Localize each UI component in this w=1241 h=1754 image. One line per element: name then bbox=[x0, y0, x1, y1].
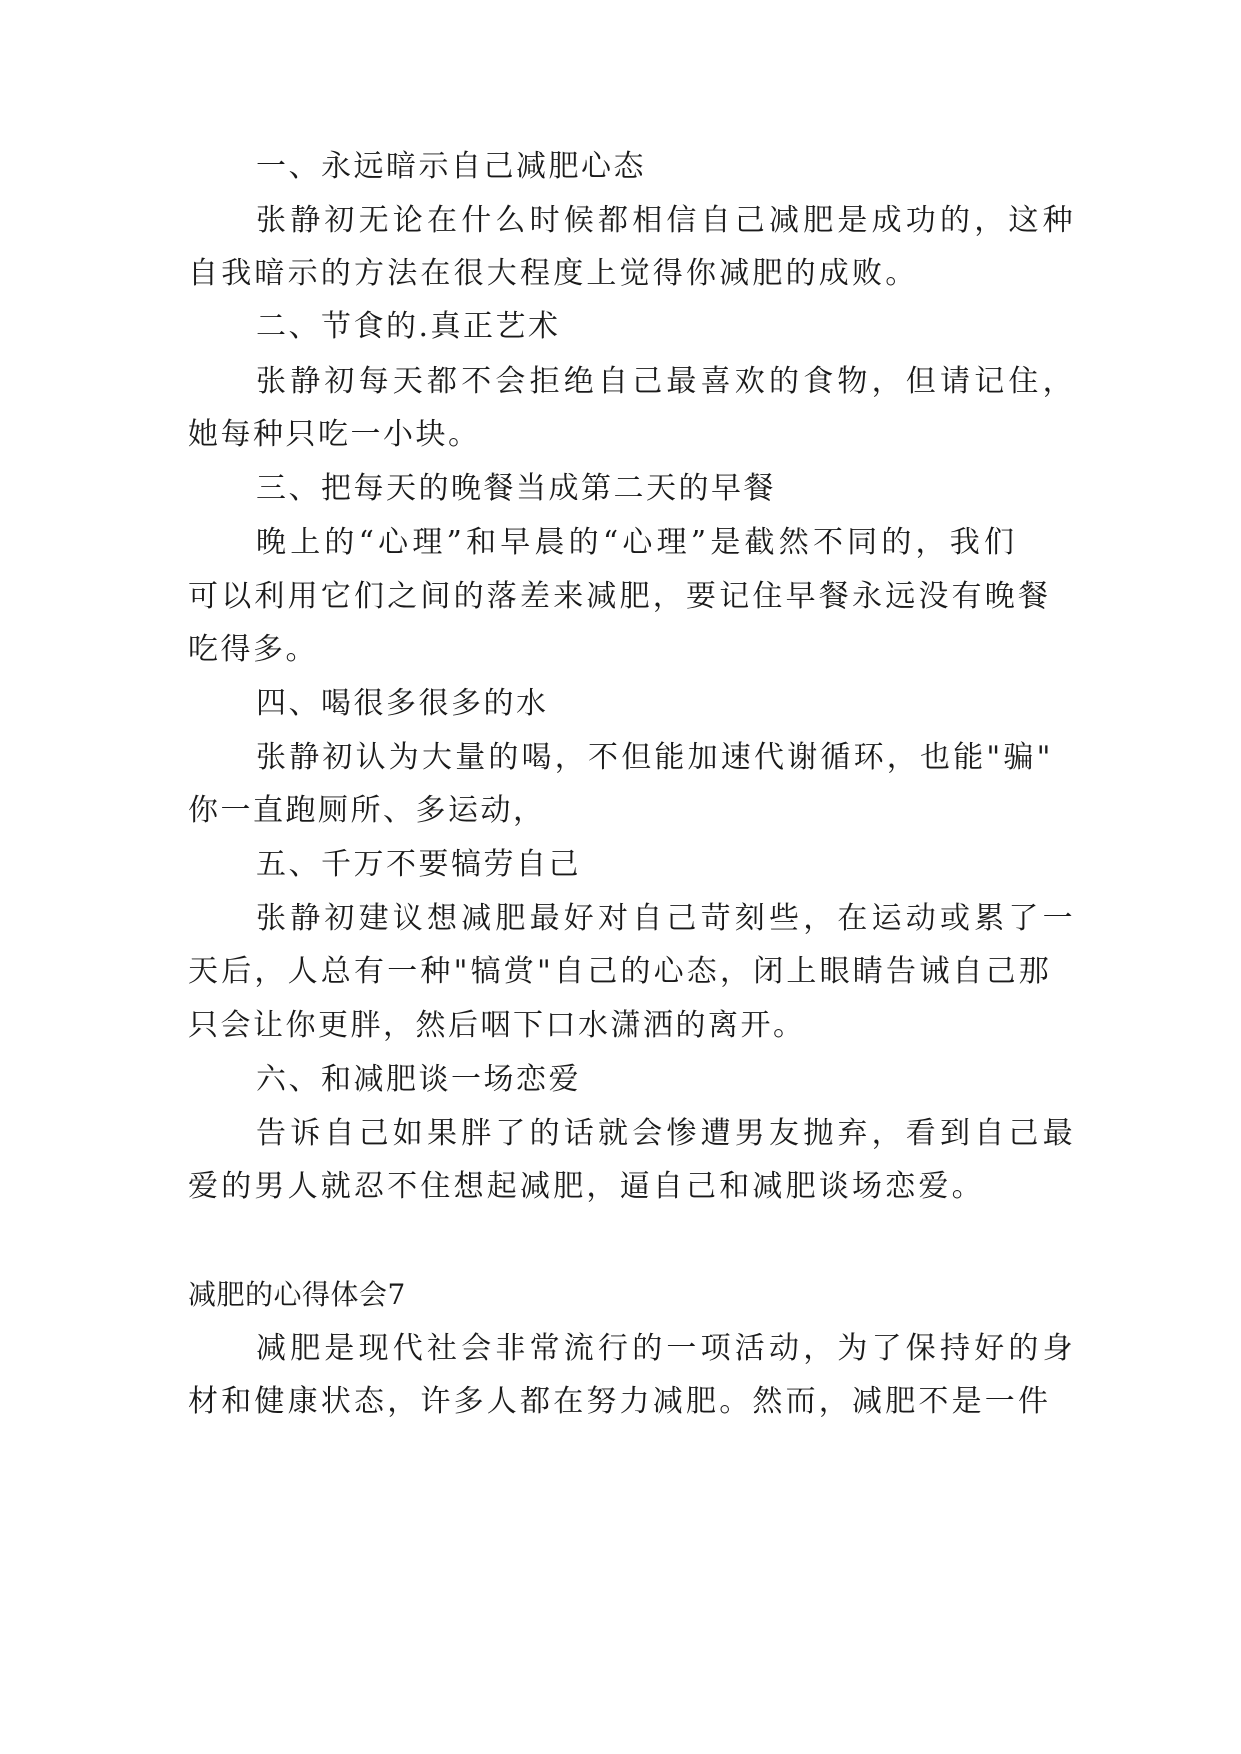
paragraph-line: 张静初认为大量的喝，不但能加速代谢循环，也能"骗" bbox=[256, 740, 1054, 775]
paragraph-line: 爱的男人就忍不住想起减肥，逼自己和减肥谈场恋爱。 bbox=[188, 1169, 985, 1204]
paragraph-line: 她每种只吃一小块。 bbox=[188, 417, 481, 452]
section-heading: 五、千万不要犒劳自己 bbox=[256, 847, 581, 882]
section-heading: 六、和减肥谈一场恋爱 bbox=[256, 1062, 581, 1097]
section-heading: 一、永远暗示自己减肥心态 bbox=[256, 149, 646, 184]
paragraph-line: 告诉自己如果胖了的话就会惨遭男友抛弃，看到自己最 bbox=[256, 1116, 1077, 1151]
paragraph-line: 材和健康状态，许多人都在努力减肥。然而，减肥不是一件 bbox=[188, 1384, 1052, 1419]
paragraph-line: 减肥是现代社会非常流行的一项活动，为了保持好的身 bbox=[256, 1331, 1077, 1366]
paragraph-line: 张静初建议想减肥最好对自己苛刻些，在运动或累了一 bbox=[256, 901, 1077, 936]
article-title: 减肥的心得体会7 bbox=[188, 1278, 406, 1311]
paragraph-line: 只会让你更胖，然后咽下口水潇洒的离开。 bbox=[188, 1008, 806, 1043]
paragraph-line: 自我暗示的方法在很大程度上觉得你减肥的成败。 bbox=[188, 256, 919, 291]
section-heading: 四、喝很多很多的水 bbox=[256, 686, 549, 721]
section-heading: 二、节食的.真正艺术 bbox=[256, 309, 561, 344]
paragraph-line: 可以利用它们之间的落差来减肥，要记住早餐永远没有晚餐 bbox=[188, 579, 1052, 614]
paragraph-line: 张静初每天都不会拒绝自己最喜欢的食物，但请记住， bbox=[256, 364, 1077, 399]
section-heading: 三、把每天的晚餐当成第二天的早餐 bbox=[256, 471, 776, 506]
paragraph-line: 吃得多。 bbox=[188, 632, 318, 667]
paragraph-line: 张静初无论在什么时候都相信自己减肥是成功的，这种 bbox=[256, 203, 1077, 238]
paragraph-line: 天后，人总有一种"犒赏"自己的心态，闭上眼睛告诫自己那 bbox=[188, 954, 1052, 989]
paragraph-line: 你一直跑厕所、多运动， bbox=[188, 793, 546, 828]
paragraph-line: 晚上的“心理”和早晨的“心理”是截然不同的，我们 bbox=[256, 525, 1019, 560]
